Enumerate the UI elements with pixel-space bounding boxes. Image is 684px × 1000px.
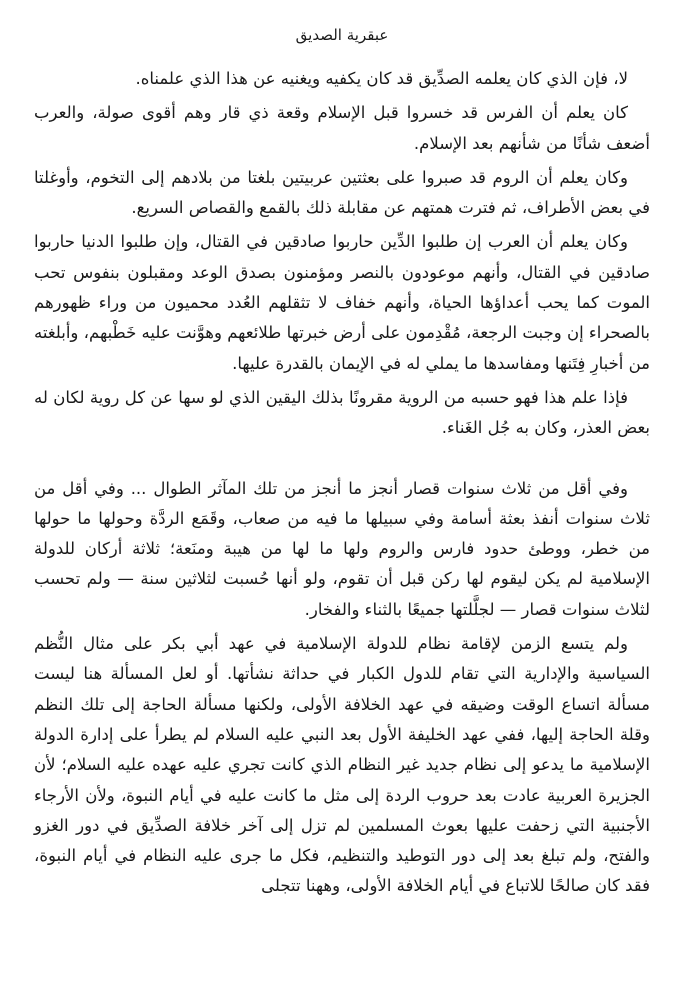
paragraph: لا، فإن الذي كان يعلمه الصدِّيق قد كان يكفيه ويغنيه عن هذا الذي علمناه. [135,69,628,88]
paragraph: فإذا علم هذا فهو حسبه من الروية مقرونًا بذلك اليقين الذي لو سها عن كل روية لكان له بعض العذر، وكان به جُل الغَناء. [34,387,650,438]
section-break [34,448,650,474]
paragraph: كان يعلم أن الفرس قد خسروا قبل الإسلام وقعة ذي قار وهم أقوى صولة، والعرب أضعف شأنًا من شأنهم بعد الإسلام. [34,103,650,153]
paragraph: وفي أقل من ثلاث سنوات قصار أنجز ما أنجز من تلك المآثر الطوال ... وفي أقل من ثلاث سنوات أنفذ بعثة أسامة وفي سبيلها ما فيه من صعاب، وقَمَع الردَّة وحولها ما حولها من خطر، ووطئ حدود فارس والروم ولها ما لها من هيبة ومنَعة؛ ثلاثة أركان للدولة الإسلامية لم يكن ليقوم لها ركن قبل أن تقوم، ولو أنها حُسبت لثلاثين سنة — ولم تحسب لثلاث سنوات قصار — لجلَّلتها جميعًا بالثناء والفخار. [34,478,650,619]
paragraph: ولم يتسع الزمن لإقامة نظام للدولة الإسلامية في عهد أبي بكر على مثال النُّظم السياسية والإدارية التي تقام للدول الكبار في حداثة نشأتها. أو لعل المسألة هنا ليست مسألة اتساع الوقت وضيقه في عهد الخلافة الأولى، ولكنها مسألة الحاجة إلى تلك النظم وقلة الحاجة إليها، ففي عهد الخليفة الأول بعد النبي عليه السلام لم يطرأ على إدارة الدولة الإسلامية ما يدعو إلى نظام جديد غير النظام الذي كانت تجري عليه عهده عليه السلام؛ لأن الجزيرة العربية عادت بعد حروب الردة إلى مثل ما كانت عليه في أيام النبوة، ولأن الأرجاء الأجنبية التي زحفت عليها بعوث المسلمين لم تزل إلى آخر خلافة الصدِّيق في دور الغزو والفتح، ولم تبلغ بعد إلى دور التوطيد والتنظيم، فكل ما جرى عليه النظام في أيام النبوة، فقد كان صالحًا للاتباع في أيام الخلافة الأولى، وههنا تتجلى [34,634,650,896]
running-header: عبقرية الصديق [295,26,389,44]
paragraph: وكان يعلم أن العرب إن طلبوا الدِّين حاربوا صادقين في القتال، وإن طلبوا الدنيا حاربوا صادقين في القتال، وأنهم موعودون بالنصر ومؤمنون بصدق الوعد ومقبلون بنفوس تحب الموت كما يحب أعداؤها الحياة، وأنهم خفاف لا تثقلهم العُدد محميون من وراء ظهورهم بالصحراء إن وجبت الرجعة، مُقْدِمون على أرض خبرتها طلائعهم وهوَّنت عليه خَطْبهم، وأبلغته من أخبارِ فِتَنها ومفاسدها ما يملي له في الإيمان بالقدرة عليها. [34,232,650,373]
paragraph: وكان يعلم أن الروم قد صبروا على بعثتين عربيتين بلغتا من بلادهم إلى التخوم، وأوغلتا في بعض الأطراف، ثم فترت همتهم عن مقابلة ذلك بالقمع والقصاص السريع. [34,167,650,218]
body-text [34,64,650,902]
